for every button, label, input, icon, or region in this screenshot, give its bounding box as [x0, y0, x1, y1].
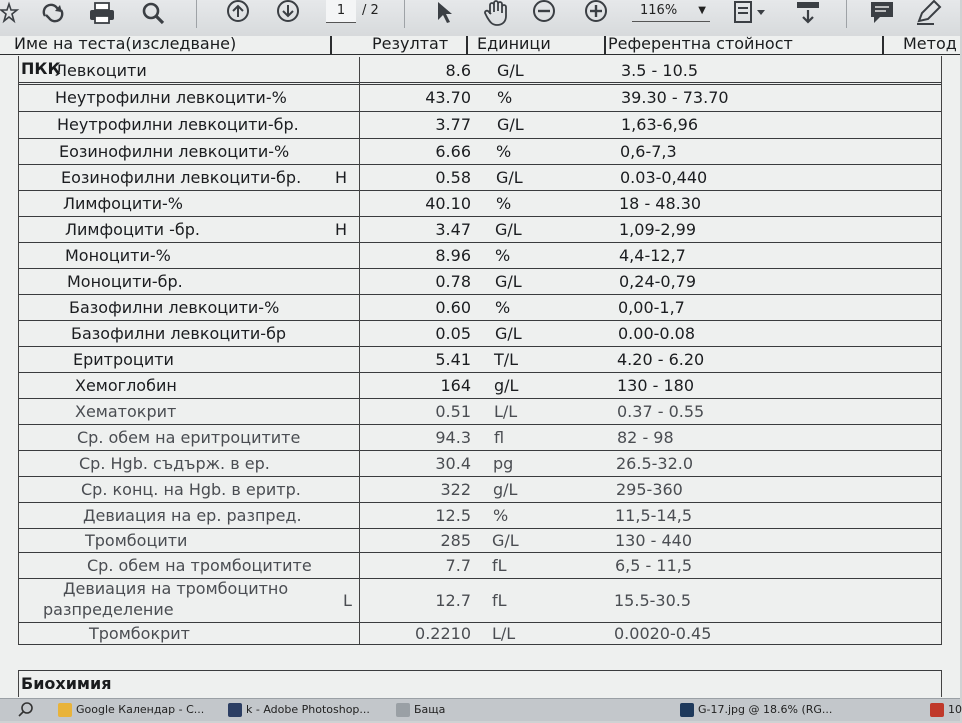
test-name: Тромбокрит: [89, 624, 190, 643]
table-row: [18, 294, 942, 321]
pen-icon[interactable]: [912, 0, 944, 26]
result-value: 12.5: [435, 506, 471, 525]
result-value: 322: [440, 480, 471, 499]
test-name-cell: [49, 502, 360, 528]
test-name: Лимфоцити-%: [63, 194, 183, 213]
result-value: 30.4: [435, 454, 471, 473]
unit-value: %: [495, 246, 511, 265]
table-row: [18, 450, 942, 477]
folder-icon: [396, 703, 410, 717]
test-name-cell: [49, 622, 360, 644]
unit-value: fL: [492, 556, 507, 575]
reference-range: 18 - 48.30: [619, 194, 702, 213]
unit-value: pg: [493, 454, 514, 473]
test-name: Ср. обем на тромбоцитите: [87, 556, 312, 575]
test-name-cell: [49, 242, 360, 268]
result-value: 0.05: [435, 324, 471, 343]
app-icon: [930, 703, 944, 717]
test-name-cell: [49, 552, 360, 578]
test-name-cell: [49, 476, 360, 502]
unit-value: fl: [494, 428, 505, 447]
reference-range: 4,4-12,7: [619, 246, 686, 265]
zoom-level-select[interactable]: [632, 0, 710, 22]
test-name: Хемоглобин: [75, 376, 177, 395]
test-name-cell: [49, 294, 360, 320]
reference-range: 39.30 - 73.70: [621, 88, 729, 107]
unit-value: G/L: [492, 531, 519, 550]
unit-value: %: [495, 298, 511, 317]
table-row: [18, 622, 942, 645]
zoom-in-icon[interactable]: [582, 0, 610, 26]
table-row: [18, 552, 942, 579]
test-name-cell: [49, 138, 360, 164]
document-page: [0, 36, 960, 698]
test-name-cell: [49, 320, 360, 346]
reference-range: 0,00-1,7: [618, 298, 685, 317]
reference-range: 6,5 - 11,5: [615, 556, 693, 575]
reference-range: 4.20 - 6.20: [617, 350, 705, 369]
table-header: [0, 36, 960, 55]
reference-range: 11,5-14,5: [615, 506, 693, 525]
reference-range: 82 - 98: [617, 428, 674, 447]
result-value: 0.78: [435, 272, 471, 291]
test-name-cell: [49, 528, 360, 552]
unit-value: g/L: [493, 480, 518, 499]
taskbar-item-label: Google Календар - С...: [76, 703, 205, 716]
header-result: Резултат: [372, 34, 449, 53]
result-value: 6.66: [435, 142, 471, 161]
table-row: [18, 190, 942, 217]
section-biochemistry: [18, 670, 942, 697]
test-name: Неутрофилни левкоцити-бр.: [57, 115, 299, 134]
result-value: 0.2210: [415, 624, 471, 643]
table-row: [18, 164, 942, 191]
table-row: [18, 476, 942, 503]
table-row: [18, 242, 942, 269]
test-name: Девиация на ер. разпред.: [83, 506, 302, 525]
abnormal-flag: L: [343, 591, 352, 610]
test-name-cell: [49, 398, 360, 424]
pdf-toolbar: [0, 0, 960, 37]
taskbar-item[interactable]: [680, 701, 832, 719]
table-row: [18, 502, 942, 529]
unit-value: G/L: [495, 272, 522, 291]
table-row: [18, 138, 942, 165]
header-units: Единици: [477, 34, 551, 53]
taskbar: [0, 698, 960, 721]
unit-value: G/L: [496, 168, 523, 187]
test-name-cell: [43, 578, 360, 622]
test-name: Лимфоцити -бр.: [65, 220, 200, 239]
unit-value: G/L: [495, 324, 522, 343]
reference-range: 130 - 440: [615, 531, 693, 550]
test-name: Моноцити-бр.: [67, 272, 183, 291]
unit-value: L/L: [494, 402, 518, 421]
test-name: Еозинофилни левкоцити-%: [59, 142, 290, 161]
page-up-icon[interactable]: [224, 0, 252, 26]
test-name-continued: разпределение: [43, 600, 174, 619]
taskbar-item-label: Баща: [414, 703, 446, 716]
table-row: [18, 111, 942, 139]
table-row: [18, 424, 942, 451]
test-name-cell: [49, 190, 360, 216]
result-value: 8.96: [435, 246, 471, 265]
test-name-cell: [49, 57, 360, 84]
test-name: Ср. конц. на Hgb. в еритр.: [81, 480, 301, 499]
unit-value: %: [493, 506, 509, 525]
test-name-cell: [49, 450, 360, 476]
fit-page-icon[interactable]: [728, 0, 768, 26]
taskbar-item[interactable]: [396, 701, 445, 719]
table-row: [18, 268, 942, 295]
bookmark-star-icon[interactable]: [0, 0, 18, 26]
taskbar-item[interactable]: [228, 701, 370, 719]
reference-range: 1,63-6,96: [621, 115, 699, 134]
reference-range: 0,6-7,3: [620, 142, 677, 161]
section-biochemistry-label: Биохимия: [21, 674, 112, 693]
test-name: Еритроцити: [73, 350, 174, 369]
result-value: 7.7: [445, 556, 471, 575]
taskbar-item-label: k - Adobe Photoshop...: [246, 703, 370, 716]
reference-range: 0.03-0,440: [620, 168, 708, 187]
taskbar-item-label: 10: [948, 703, 962, 716]
reference-range: 0,24-0,79: [619, 272, 697, 291]
unit-value: %: [496, 194, 512, 213]
result-value: 0.58: [435, 168, 471, 187]
result-value: 43.70: [425, 88, 471, 107]
reference-range: 0.0020-0.45: [614, 624, 712, 643]
chevron-down-icon: ▼: [698, 5, 706, 16]
table-row: [18, 216, 942, 243]
reference-range: 26.5-32.0: [616, 454, 694, 473]
test-name: Еозинофилни левкоцити-бр.: [61, 168, 302, 187]
abnormal-flag: H: [335, 168, 348, 187]
result-value: 8.6: [445, 61, 471, 80]
reference-range: 3.5 - 10.5: [621, 61, 699, 80]
unit-value: G/L: [497, 61, 524, 80]
test-name-cell: [49, 268, 360, 294]
test-name-cell: [49, 372, 360, 398]
print-icon[interactable]: [86, 0, 118, 26]
chrome-icon: [58, 703, 72, 717]
unit-value: G/L: [497, 115, 524, 134]
test-name: Девиация на тромбоцитно: [63, 579, 289, 598]
page-total-label: / 2: [362, 3, 379, 18]
reference-range: 0.00-0.08: [618, 324, 696, 343]
scroll-mode-icon[interactable]: [792, 0, 824, 26]
table-row: [18, 84, 942, 112]
test-name-cell: [49, 216, 360, 242]
header-reference: Референтна стойност: [608, 34, 793, 53]
result-value: 0.60: [435, 298, 471, 317]
search-icon[interactable]: [18, 701, 34, 719]
test-name: Тромбоцити: [85, 531, 188, 550]
comment-icon[interactable]: [866, 0, 898, 26]
sync-icon[interactable]: [36, 0, 70, 26]
select-arrow-icon[interactable]: [432, 0, 456, 26]
table-row: [18, 346, 942, 373]
result-value: 12.7: [435, 591, 471, 610]
result-value: 5.41: [435, 350, 471, 369]
test-name: Ср. обем на еритроцитите: [77, 428, 301, 447]
reference-range: 295-360: [616, 480, 683, 499]
unit-value: %: [496, 142, 512, 161]
test-name: Ср. Hgb. съдърж. в ер.: [79, 454, 270, 473]
result-value: 3.47: [435, 220, 471, 239]
test-name-cell: [49, 424, 360, 450]
result-value: 164: [440, 376, 471, 395]
taskbar-item[interactable]: [930, 701, 962, 719]
test-name-cell: [49, 111, 360, 138]
table-row: [18, 320, 942, 347]
photoshop-icon: [680, 703, 694, 717]
taskbar-item-label: G-17.jpg @ 18.6% (RG...: [698, 703, 833, 716]
zoom-search-icon[interactable]: [138, 0, 170, 26]
test-name-cell: [49, 346, 360, 372]
reference-range: 1,09-2,99: [619, 220, 697, 239]
unit-value: T/L: [494, 350, 519, 369]
table-row: [18, 57, 942, 85]
zoom-out-icon[interactable]: [530, 0, 558, 26]
abnormal-flag: H: [335, 220, 348, 239]
table-row: [18, 372, 942, 399]
page-number-input[interactable]: 1: [326, 0, 356, 23]
result-value: 94.3: [435, 428, 471, 447]
test-name: Базофилни левкоцити-%: [69, 298, 280, 317]
section-pkk-label: ПКК: [21, 59, 61, 78]
unit-value: g/L: [494, 376, 519, 395]
header-test-name: Име на теста(изследване): [14, 34, 237, 53]
test-name: Моноцити-%: [65, 246, 171, 265]
test-name: Неутрофилни левкоцити-%: [55, 88, 287, 107]
hand-tool-icon[interactable]: [480, 0, 512, 26]
table-row: [18, 398, 942, 425]
page-down-icon[interactable]: [274, 0, 302, 26]
reference-range: 15.5-30.5: [614, 591, 692, 610]
unit-value: fL: [492, 591, 507, 610]
header-method: Метод: [903, 34, 957, 53]
reference-range: 0.37 - 0.55: [617, 402, 705, 421]
lightroom-icon: [228, 703, 242, 717]
table-row: [18, 528, 942, 553]
result-value: 285: [440, 531, 471, 550]
test-name: Хематокрит: [75, 402, 177, 421]
zoom-level-value: 116%: [640, 3, 678, 18]
reference-range: 130 - 180: [617, 376, 695, 395]
taskbar-item[interactable]: [58, 701, 204, 719]
table-row: [18, 578, 942, 623]
test-name-cell: [49, 164, 360, 190]
unit-value: L/L: [492, 624, 516, 643]
test-name: Базофилни левкоцити-бр: [71, 324, 287, 343]
unit-value: G/L: [495, 220, 522, 239]
result-value: 40.10: [425, 194, 471, 213]
result-value: 0.51: [435, 402, 471, 421]
test-name: Левкоцити: [55, 61, 147, 80]
unit-value: %: [497, 88, 513, 107]
test-name-cell: [49, 84, 360, 111]
result-value: 3.77: [435, 115, 471, 134]
